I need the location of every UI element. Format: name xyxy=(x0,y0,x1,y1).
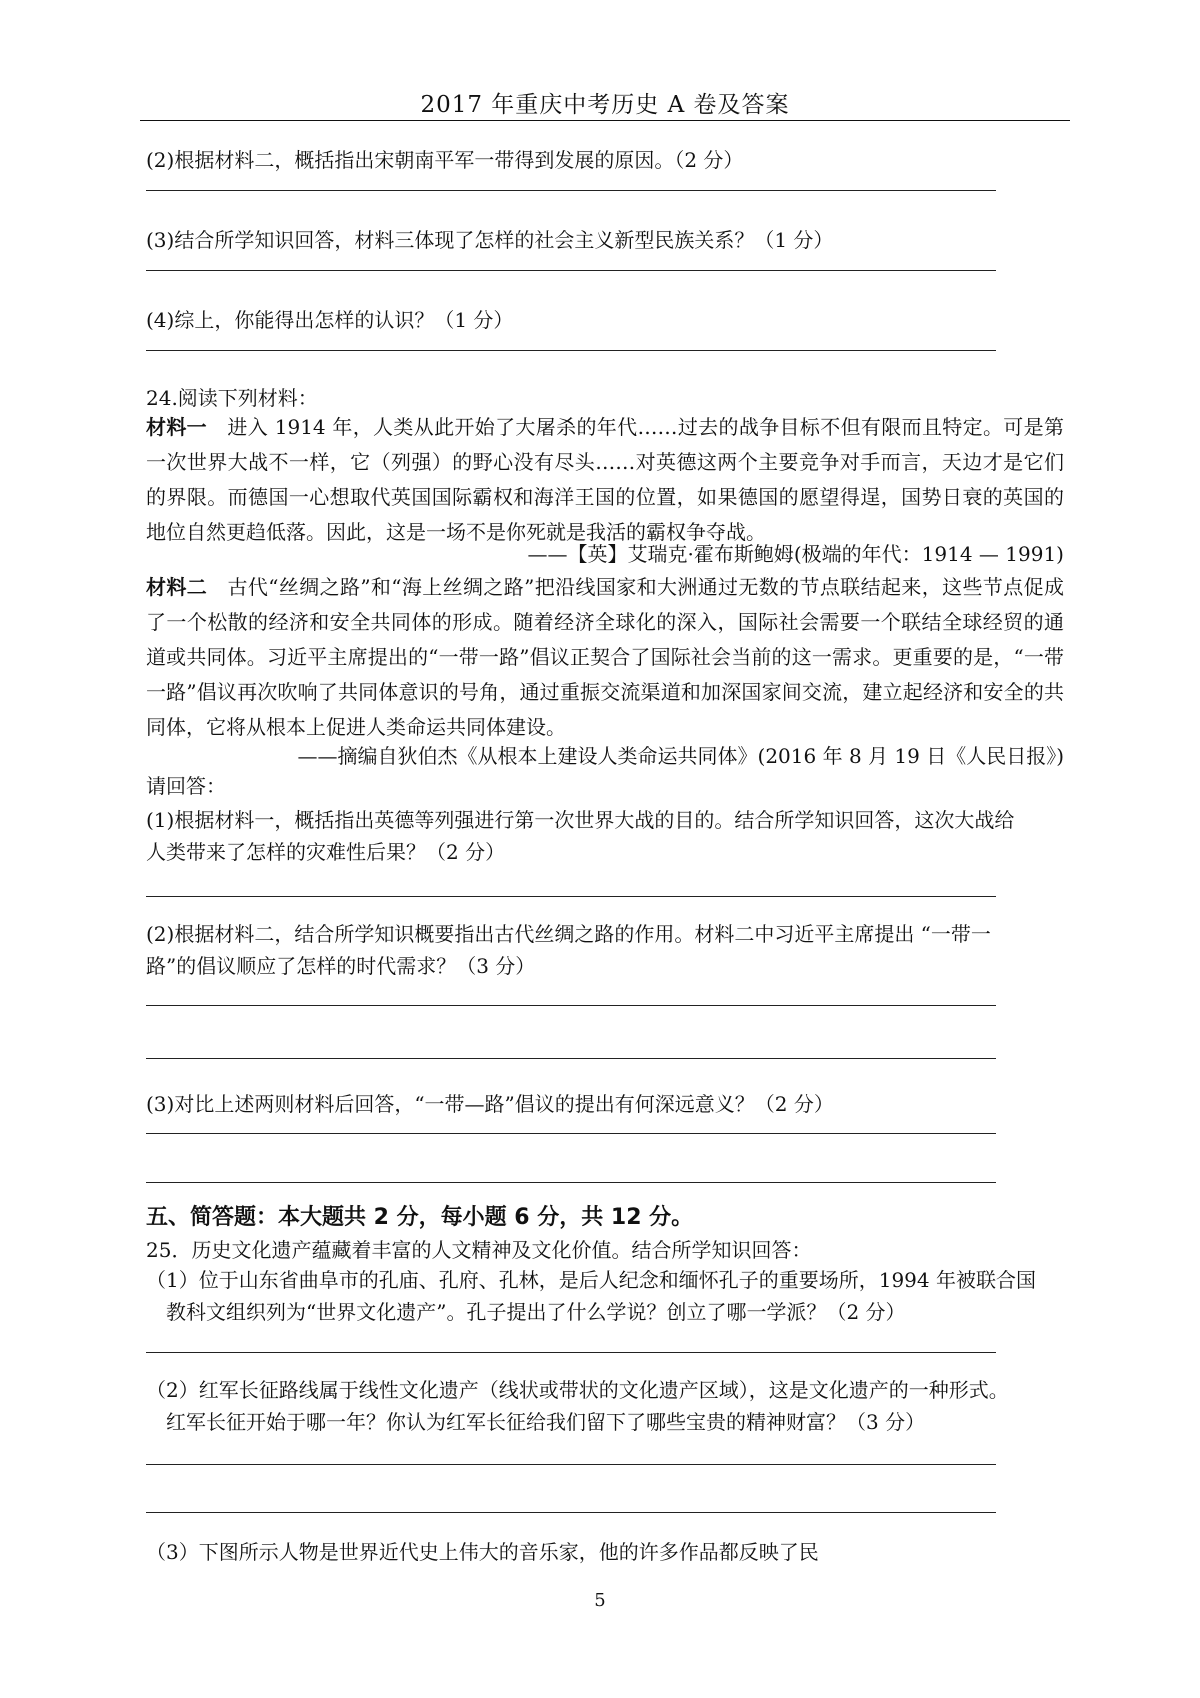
material-1-label: 材料一 xyxy=(146,415,208,439)
answer-line[interactable] xyxy=(146,1058,996,1059)
q25-part2-line2: 红军长征开始于哪一年？你认为红军长征给我们留下了哪些宝贵的精神财富？（3 分） xyxy=(166,1410,926,1434)
q25-part1-line2: 教科文组织列为“世界文化遗产”。孔子提出了什么学说？创立了哪一学派？（2 分） xyxy=(166,1300,906,1324)
material-2-text: 古代“丝绸之路”和“海上丝绸之路”把沿线国家和大洲通过无数的节点联结起来，这些节点促成了一个松散的经济和安全共同体的形成。随着经济全球化的深入，国际社会需要一个联结全球经贸的通道或共同体。习近平主席提出的“一带一路”倡议正契合了国际社会当前的这一需求。更重要的是，“一带一路”倡议再次吹响了共同体意识的号角，通过重振交流渠道和加深国家间交流，建立起经济和安全的共同体，它将从根本上促进人类命运共同体建设。 xyxy=(146,575,1065,739)
q23-part4: (4)综上，你能得出怎样的认识？（1 分） xyxy=(146,308,514,332)
q24-part2-line1: (2)根据材料二，结合所学知识概要指出古代丝绸之路的作用。材料二中习近平主席提出 “一带一 xyxy=(146,922,991,946)
answer-line[interactable] xyxy=(146,1352,996,1353)
material-1-text: 进入 1914 年，人类从此开始了大屠杀的年代……过去的战争目标不但有限而且特定。可是第一次世界大战不一样，它（列强）的野心没有尽头……对英德这两个主要竞争对手而言，天边才是它们的界限。而德国一心想取代英国国际霸权和海洋王国的位置，如果德国的愿望得逞，国势日衰的英国的地位自然更趋低落。因此，这是一场不是你死就是我活的霸权争夺战。 xyxy=(146,415,1064,544)
q25-part3-line1: （3）下图所示人物是世界近代史上伟大的音乐家，他的许多作品都反映了民 xyxy=(146,1540,819,1564)
answer-line[interactable] xyxy=(146,1005,996,1006)
answer-line[interactable] xyxy=(146,1512,996,1513)
page-header-title: 2017 年重庆中考历史 A 卷及答案 xyxy=(420,92,790,118)
q24-ask: 请回答： xyxy=(146,774,226,798)
page-number: 5 xyxy=(594,1590,606,1611)
q24-part2-line2: 路”的倡议顺应了怎样的时代需求？（3 分） xyxy=(146,954,536,978)
q24-material-2 xyxy=(146,570,1064,745)
material-1-source: ——【英】艾瑞克·霍布斯鲍姆(极端的年代：1914 — 1991) xyxy=(527,542,1064,566)
q23-part2: (2)根据材料二，概括指出宋朝南平军一带得到发展的原因。（2 分） xyxy=(146,148,744,172)
material-2-source: ——摘编自狄伯杰《从根本上建设人类命运共同体》(2016 年 8 月 19 日《人民日报》) xyxy=(297,744,1064,768)
q24-part3: (3)对比上述两则材料后回答，“一带—路”倡议的提出有何深远意义？（2 分） xyxy=(146,1092,834,1116)
header-divider xyxy=(140,120,1070,121)
q24-part1-line1: (1)根据材料一，概括指出英德等列强进行第一次世界大战的目的。结合所学知识回答，这次大战给 xyxy=(146,808,1015,832)
answer-line[interactable] xyxy=(146,1464,996,1465)
q24-intro: 24.阅读下列材料： xyxy=(146,386,318,410)
q25-intro: 25．历史文化遗产蕴藏着丰富的人文精神及文化价值。结合所学知识回答： xyxy=(146,1238,812,1262)
q25-part2-line1: （2）红军长征路线属于线性文化遗产（线状或带状的文化遗产区域），这是文化遗产的一种形式。 xyxy=(146,1378,1009,1402)
section-5-title: 五、简答题：本大题共 2 分，每小题 6 分，共 12 分。 xyxy=(146,1205,694,1230)
answer-line[interactable] xyxy=(146,1133,996,1134)
answer-line[interactable] xyxy=(146,190,996,191)
material-2-label: 材料二 xyxy=(146,575,208,599)
q24-part1-line2: 人类带来了怎样的灾难性后果？（2 分） xyxy=(146,840,506,864)
answer-line[interactable] xyxy=(146,1182,996,1183)
q23-part3: (3)结合所学知识回答，材料三体现了怎样的社会主义新型民族关系？（1 分） xyxy=(146,228,834,252)
answer-line[interactable] xyxy=(146,270,996,271)
answer-line[interactable] xyxy=(146,350,996,351)
q24-material-1 xyxy=(146,410,1064,550)
answer-line[interactable] xyxy=(146,896,996,897)
q25-part1-line1: （1）位于山东省曲阜市的孔庙、孔府、孔林，是后人纪念和缅怀孔子的重要场所，1994 年被联合国 xyxy=(146,1268,1036,1292)
